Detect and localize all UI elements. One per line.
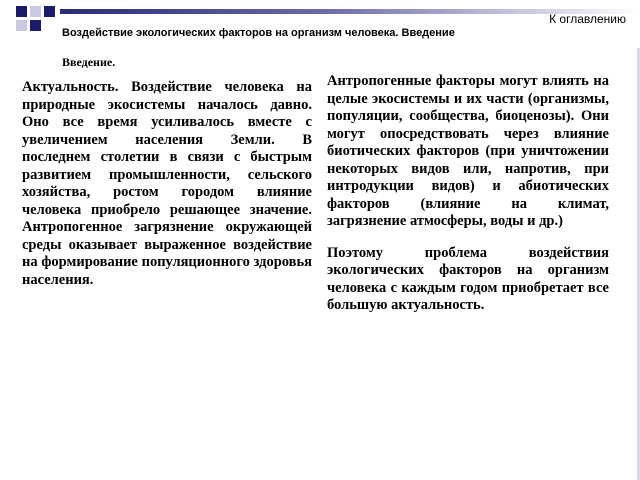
left-paragraph: Актуальность. Воздействие человека на природные экосистемы началось давно. Оно все время усиливалось вместе с увеличением населения Земли. В последнем столетии в связи с быстрым развитием промышленности, сельского хозяйства, ростом городом влияние человека приобрело решающее значение. Антропогенное загрязнение окружающей среды оказывает выраженное воздействие на формирование популяционного здоровья населения. [22,79,312,288]
topic-title: Воздействие экологических факторов на организм человека. Введение [62,27,455,39]
section-heading: Введение. [62,55,116,69]
corner-decoration [0,0,640,48]
toc-link[interactable]: К оглавлению [549,12,626,26]
right-column [327,73,609,315]
left-column [22,79,312,289]
right-paragraph-2: Поэтому проблема воздействия экологических факторов на организм человека с каждым годом приобретает все большую актуальность. [327,244,609,313]
right-paragraph-1: Антропогенные факторы могут влиять на целые экосистемы и их части (организмы, популяции, сообщества, биоценозы). Они могут опосредствовать через влияние биотических факторов (при уничтожении некоторых видов или, напротив, при интродукции видов) и абиотических факторов (влияние на климат, загрязнение атмосферы, воды и др.) [327,73,609,229]
